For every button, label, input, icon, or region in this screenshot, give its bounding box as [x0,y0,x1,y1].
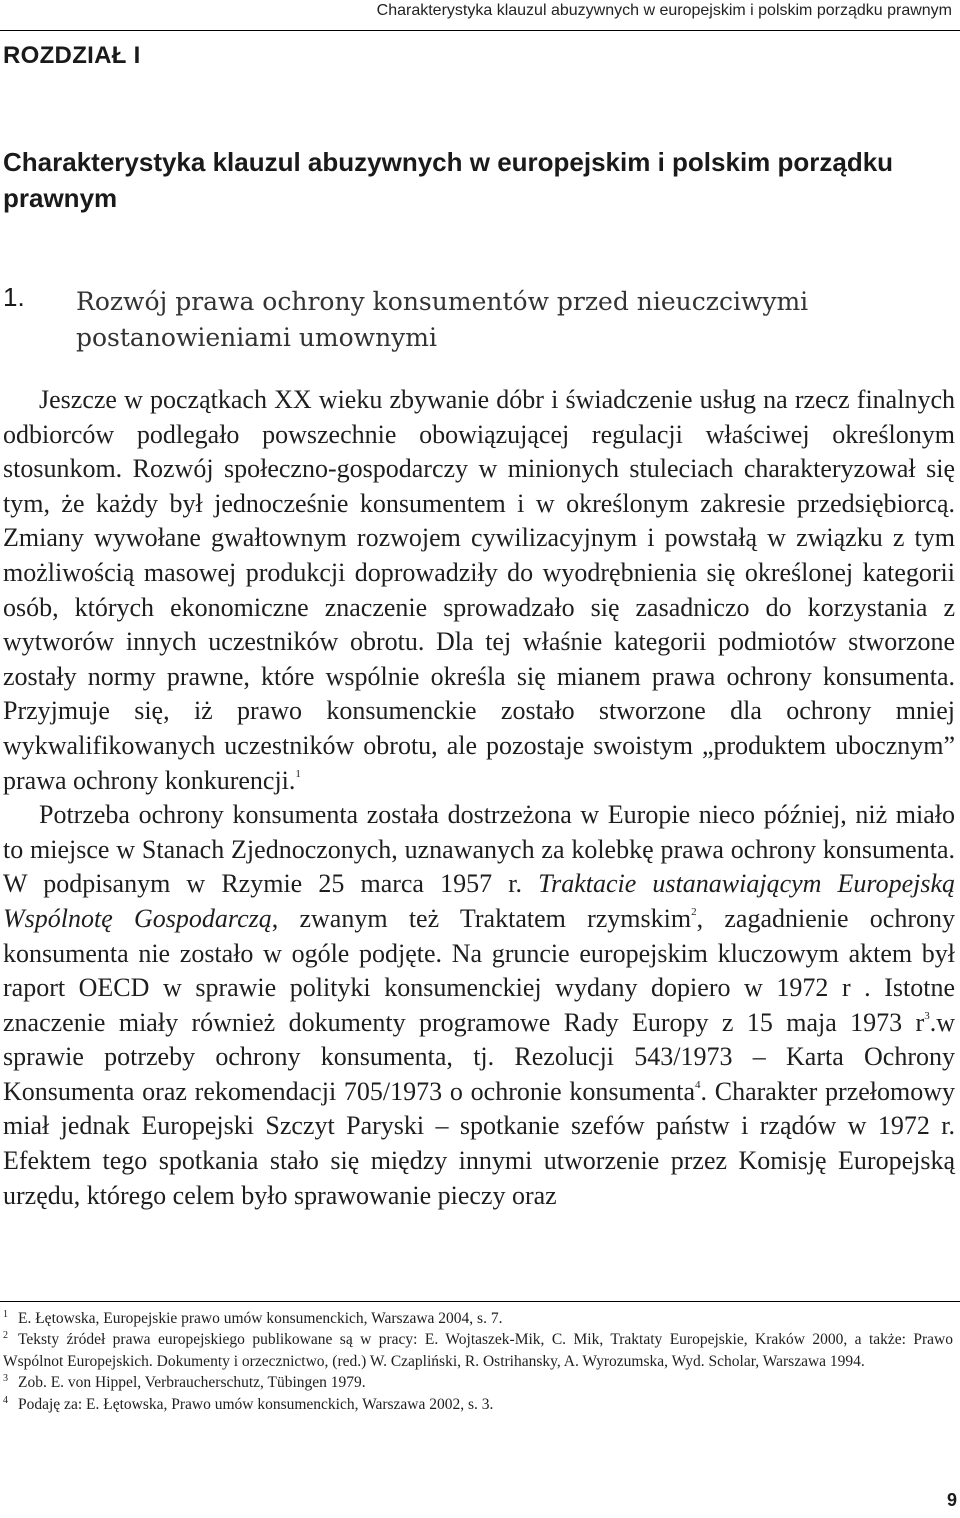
footnote-text: Zob. E. von Hippel, Verbraucherschutz, Tübingen 1979. [18,1374,366,1392]
footnote [3,1329,953,1372]
footnote-text: Podaję za: E. Łętowska, Prawo umów konsumenckich, Warszawa 2002, s. 3. [18,1395,494,1413]
paragraph-2-text-d: .w sprawie potrzeby ochrony konsumenta, tj. Rezolucji 543/1973 – Karta Ochrony Konsumenta oraz rekomendacji 705/1973 o ochronie konsumenta [3,1007,955,1106]
treaty-title-italic: Traktacie ustanawiającym Europejską Wspólnotę Gospodarczą [3,869,956,933]
section-number: 1. [3,282,25,312]
footnote-ref-4[interactable]: 4 [695,1078,701,1091]
footnote-number: 1 [3,1309,8,1320]
chapter-label: ROZDZIAŁ I [3,42,141,69]
chapter-title: Charakterystyka klauzul abuzywnych w europejskim i polskim porządku prawnym [3,147,894,213]
footnote-rule [0,1301,960,1302]
body-text [3,383,955,1213]
footnote-text: E. Łętowska, Europejskie prawo umów konsumenckich, Warszawa 2004, s. 7. [18,1310,503,1327]
section-title: Rozwój prawa ochrony konsumentów przed nieuczciwymi postanowieniami umownymi [76,287,809,352]
footnote-ref-3[interactable]: 3 [924,1009,930,1022]
paragraph-2 [3,798,955,1213]
footnote-number: 2 [3,1330,8,1342]
paragraph-2-text-a: Potrzeba ochrony konsumenta została dostrzeżona w Europie nieco później, niż miało to miejsce w Stanach Zjednoczonych, uznawanych za kolebkę prawa ochrony konsumenta. W podpisanym w Rzymie 25 marca 1957 r. [3,800,955,899]
footnote [3,1308,953,1329]
footnote [3,1394,953,1415]
paragraph-1-text: Jeszcze w początkach XX wieku zbywanie dóbr i świadczenie usług na rzecz finalnych odbiorców podlegało powszechnie obowiązującej regulacji właściwej określonym stosunkom. Rozwój społeczno-gospodarczy w minionych stuleciach charakteryzował się tym, że każdy był jednocześnie konsumentem i w określonym zakresie przedsiębiorcą. Zmiany wywołane gwałtownym rozwojem cywilizacyjnym i powstałą w związku z tym możliwością masowej produkcji doprowadziły do wyodrębnienia się określonej kategorii osób, których ekonomiczne znaczenie sprowadzało się zasadniczo do korzystania z wytworów innych uczestników obrotu. Dla tej właśnie kategorii podmiotów stworzone zostały normy prawne, które wspólnie określa się mianem prawa ochrony konsumenta. Przyjmuje się, iż prawo konsumenckie zostało stworzone dla ochrony mniej wykwalifikowanych uczestników obrotu, ale pozostaje swoistym „produktem ubocznym” prawa ochrony konkurencji. [3,385,955,795]
footnote [3,1372,953,1393]
header-rule [0,30,960,31]
footnote-number: 3 [3,1373,8,1385]
footnotes [3,1308,953,1415]
footnote-number: 4 [3,1394,8,1406]
paragraph-1 [3,383,955,798]
page-number: 9 [946,1490,957,1510]
footnote-ref-2[interactable]: 2 [691,905,697,918]
paragraph-2-text-e: . Charakter przełomowy miał jednak Europejski Szczyt Paryski – spotkanie szefów państw i rządów w 1972 r. Efektem tego spotkania stało się między innymi utworzenie przez Komisję Europejską urzędu, którego celem było sprawowanie pieczy oraz [3,1076,955,1210]
paragraph-2-text-c: , zagadnienie ochrony konsumenta nie zostało w ogóle podjęte. Na gruncie europejskim kluczowym aktem był raport OECD w sprawie polityki konsumenckiej wydany dopiero w 1972 r . Istotne znaczenie miały również dokumenty programowe Rady Europy z 15 maja 1973 r [3,903,955,1037]
paragraph-2-text-b: , zwanym też Traktatem rzymskim [271,903,692,933]
footnote-ref-1[interactable]: 1 [295,767,301,780]
footnote-text: Teksty źródeł prawa europejskiego publikowane są w pracy: E. Wojtaszek-Mik, C. Mik, Traktaty Europejskie, Kraków 2000, a także: Prawo Wspólnot Europejskich. Dokumenty i orzecznictwo, (red.) W. Czapliński, R. Ostrihansky, A. Wyrozumska, Wyd. Scholar, Warszawa 1994. [3,1331,953,1370]
running-head: Charakterystyka klauzul abuzywnych w europejskim i polskim porządku prawnym [376,2,952,19]
